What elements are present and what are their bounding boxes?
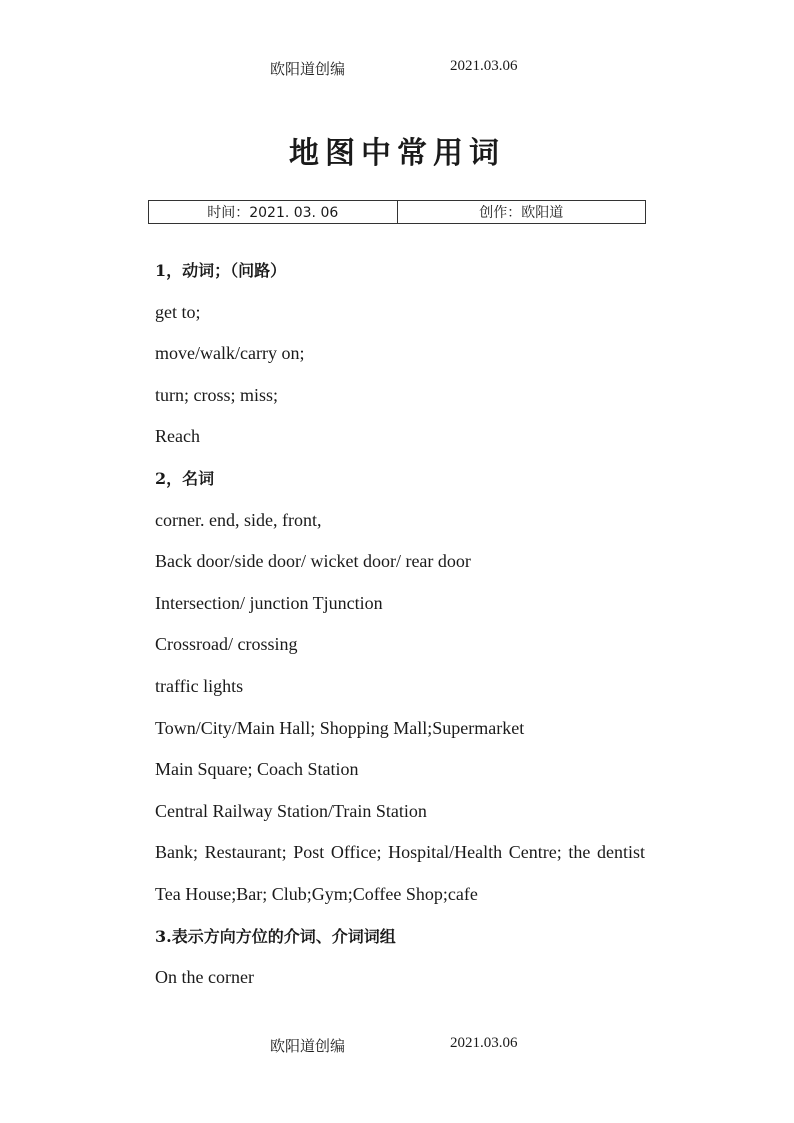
section-heading-prepositions: 3.表示方向方位的介词、介词词组 — [155, 926, 396, 946]
body-line: Central Railway Station/Train Station — [155, 800, 427, 821]
info-time: 时间：2021. 03. 06 — [207, 205, 339, 221]
body-line: Back door/side door/ wicket door/ rear door — [155, 551, 471, 572]
document-title: 地图中常用词 — [289, 136, 505, 171]
document-body — [155, 250, 645, 999]
body-paragraph: Bank; Restaurant; Post Office; Hospital/Health Centre; the dentist Tea House;Bar; Club;Gym;Coffee Shop;cafe — [155, 842, 645, 904]
info-creator: 创作：欧阳道 — [397, 201, 646, 223]
body-line: Reach — [155, 426, 200, 447]
body-line: traffic lights — [155, 675, 244, 696]
body-line: On the corner — [155, 967, 254, 988]
body-line: Main Square; Coach Station — [155, 759, 359, 780]
header-date: 2021.03.06 — [450, 58, 518, 74]
section-heading-nouns: 2，名词 — [155, 468, 215, 488]
footer-author: 欧阳道创编 — [270, 1039, 346, 1055]
body-line: Intersection/ junction Tjunction — [155, 592, 383, 613]
body-line: turn; cross; miss; — [155, 384, 279, 405]
header-author: 欧阳道创编 — [270, 62, 346, 78]
body-line: get to; — [155, 301, 201, 322]
section-heading-verbs: 1，动词；（问路） — [155, 261, 287, 280]
info-table — [148, 200, 646, 224]
body-line: Crossroad/ crossing — [155, 634, 298, 655]
body-line: corner. end, side, front, — [155, 509, 322, 530]
footer-date: 2021.03.06 — [450, 1035, 518, 1051]
body-line: Town/City/Main Hall; Shopping Mall;Supermarket — [155, 717, 525, 738]
body-line: move/walk/carry on; — [155, 343, 305, 364]
